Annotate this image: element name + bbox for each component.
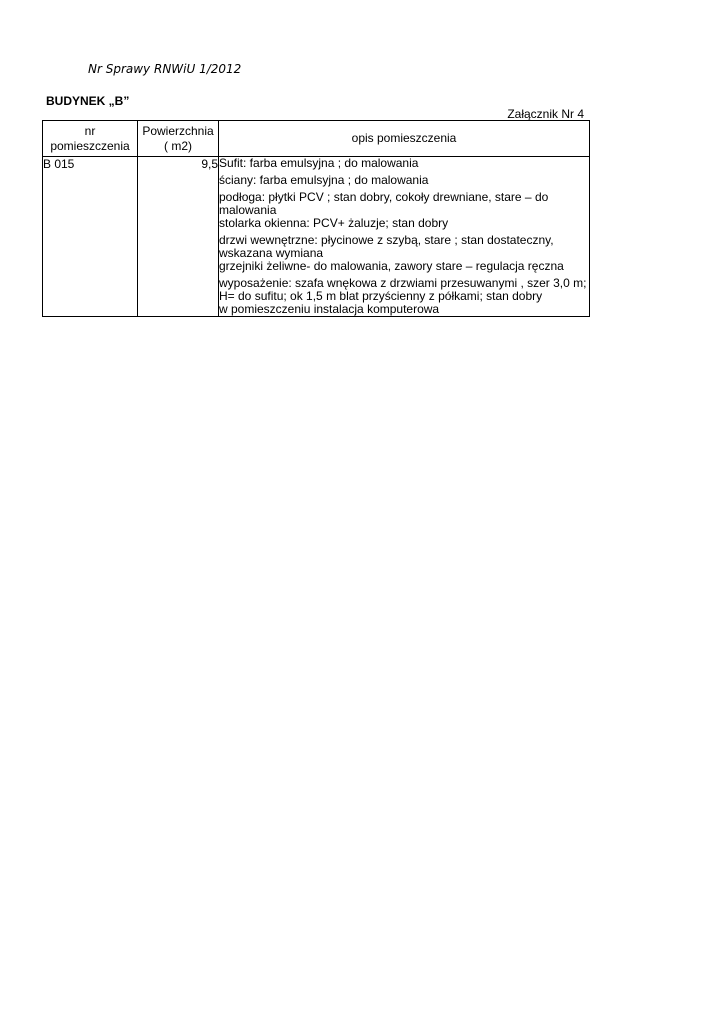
column-header-area-line2: ( m2) [164,138,192,153]
annex-label: Załącznik Nr 4 [507,107,584,121]
column-header-area [138,121,219,157]
room-area-cell: 9,5 [138,157,219,317]
column-header-room-number [43,121,138,157]
case-reference: Nr Sprawy RNWiU 1/2012 [88,62,242,76]
rooms-table [42,120,590,317]
column-header-room-number-line2: pomieszczenia [50,138,130,153]
description-doors: drzwi wewnętrzne: płycinowe z szybą, stare ; stan dostateczny, wskazana wymiana [219,233,554,260]
table-row [43,157,590,317]
description-installation: w pomieszczeniu instalacja komputerowa [219,302,440,316]
description-ceiling: Sufit: farba emulsyjna ; do malowania [219,156,419,170]
building-heading: BUDYNEK „B” [46,94,130,108]
description-floor: podłoga: płytki PCV ; stan dobry, cokoły drewniane, stare – do malowania [219,190,549,217]
description-windows: stolarka okienna: PCV+ żaluzje; stan dobry [219,216,449,230]
description-walls: ściany: farba emulsyjna ; do malowania [219,173,429,187]
description-equipment: wyposażenie: szafa wnękowa z drzwiami przesuwanymi , szer 3,0 m; H= do sufitu; ok 1,5 m blat przyścienny z półkami; stan dobry [219,276,587,303]
column-header-area-line1: Powierzchnia [142,123,214,138]
column-header-description: opis pomieszczenia [219,121,590,157]
description-radiators: grzejniki żeliwne- do malowania, zawory stare – regulacja ręczna [219,259,564,273]
table-header-row [43,121,590,157]
column-header-room-number-line1: nr [84,123,96,138]
room-description-cell [219,157,590,317]
room-number-cell: B 015 [43,157,138,317]
